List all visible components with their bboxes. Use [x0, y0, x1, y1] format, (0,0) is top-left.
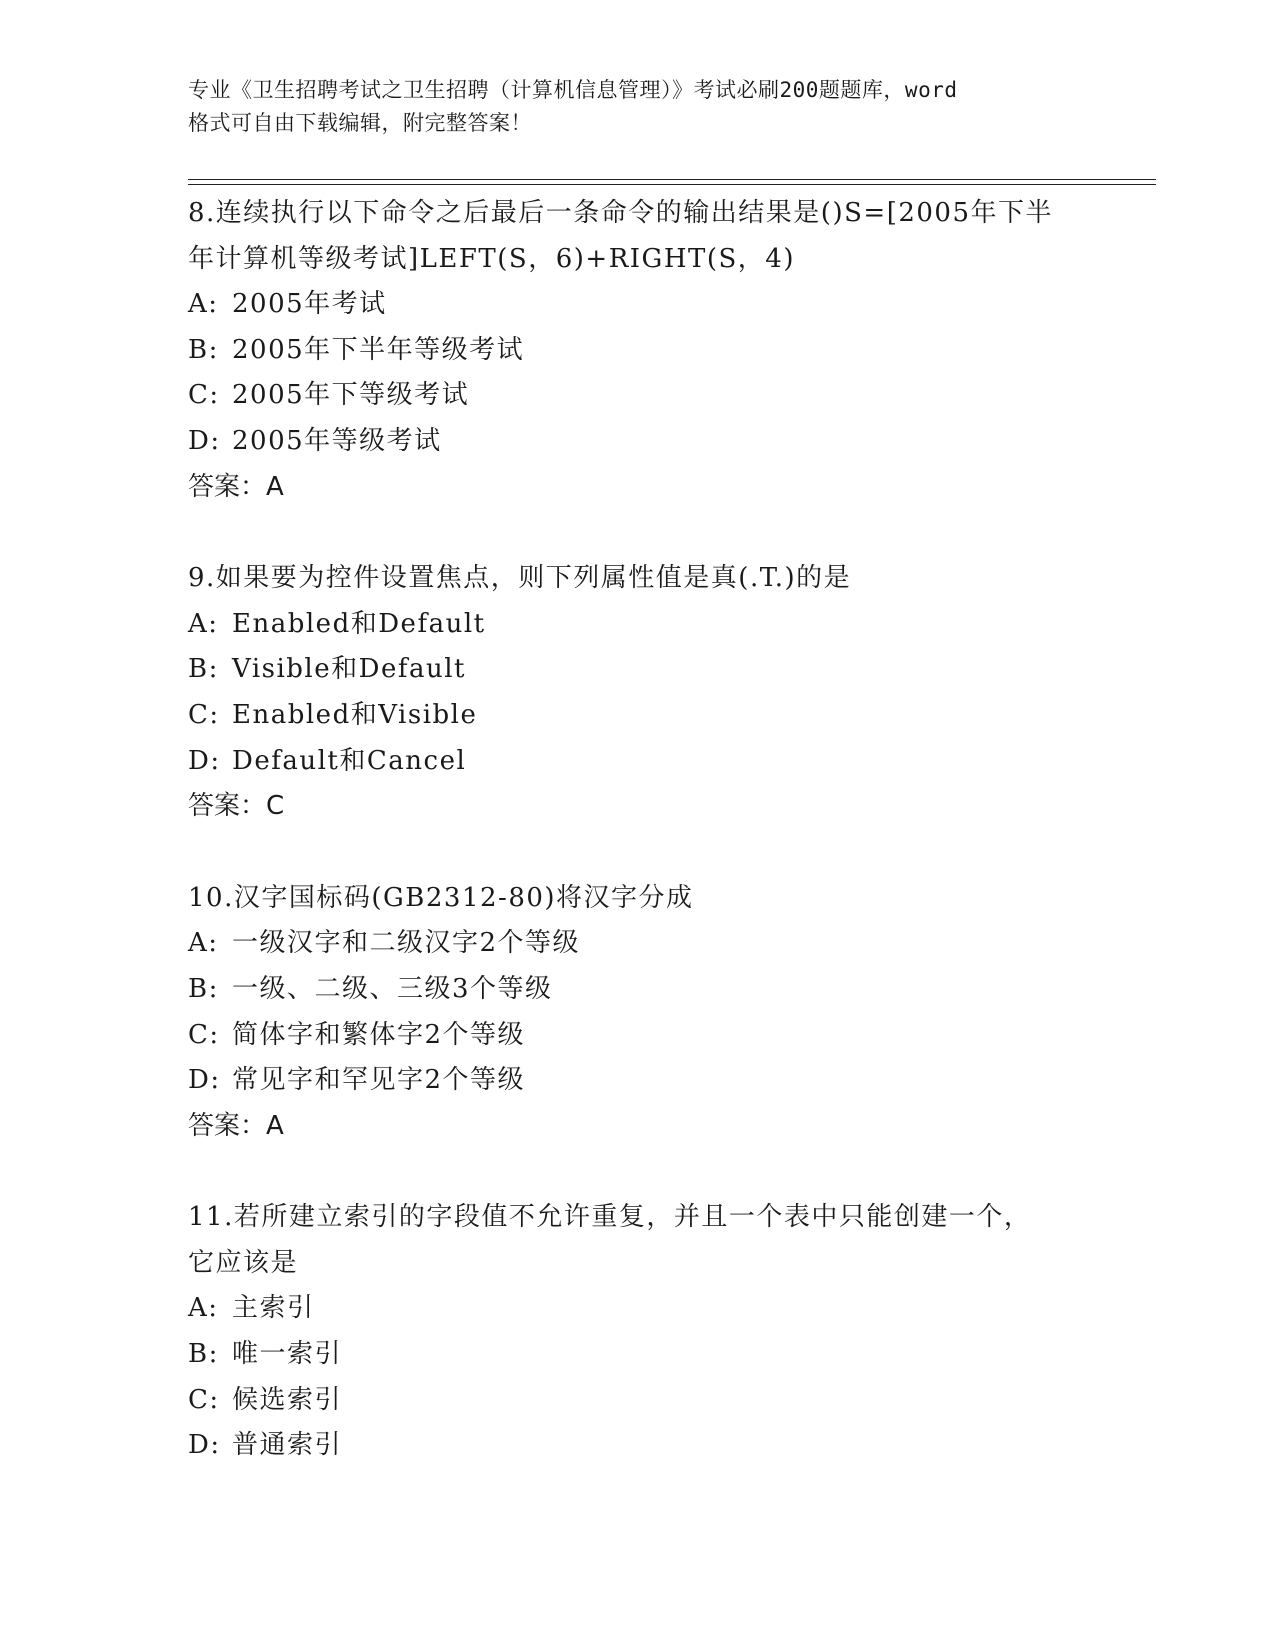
question-8 [188, 191, 1108, 510]
question-8-stem-line-1: 8.连续执行以下命令之后最后一条命令的输出结果是()S=[2005年下半 [188, 198, 1054, 228]
option-letter: D: [188, 1430, 221, 1461]
option-letter: C: [188, 380, 220, 411]
option-text: 2005年下等级考试 [232, 380, 470, 411]
question-8-option-a [188, 282, 1108, 328]
option-letter: D: [188, 745, 221, 776]
question-11-stem-line-2: 它应该是 [188, 1247, 299, 1278]
option-text: 一级、二级、三级3个等级 [232, 973, 553, 1004]
option-letter: A: [188, 1293, 219, 1324]
question-11-option-b [188, 1332, 1108, 1378]
option-text: Enabled和Default [232, 608, 486, 639]
option-text: 2005年考试 [232, 289, 387, 320]
question-9-option-c [188, 693, 1108, 739]
option-letter: A: [188, 928, 219, 959]
question-list [188, 191, 1108, 1515]
option-letter: B: [188, 1339, 219, 1370]
option-letter: C: [188, 1019, 220, 1050]
option-letter: C: [188, 699, 220, 730]
option-letter: D: [188, 425, 221, 456]
option-text: 一级汉字和二级汉字2个等级 [232, 928, 581, 959]
option-letter: A: [188, 289, 219, 320]
question-11-stem-line-1: 11.若所建立索引的字段值不允许重复，并且一个表中只能创建一个， [188, 1202, 1032, 1233]
question-11 [188, 1195, 1108, 1469]
option-text: 唯一索引 [232, 1339, 343, 1370]
question-8-option-d [188, 419, 1108, 465]
option-letter: D: [188, 1065, 221, 1096]
option-text: 2005年下半年等级考试 [232, 334, 525, 365]
question-10 [188, 876, 1108, 1150]
question-8-option-b [188, 328, 1108, 374]
question-11-option-d [188, 1423, 1108, 1469]
option-letter: B: [188, 654, 219, 685]
question-11-option-a [188, 1286, 1108, 1332]
question-10-option-b [188, 967, 1108, 1013]
question-10-answer: 答案：A [188, 1110, 284, 1141]
question-9-answer: 答案：C [188, 791, 285, 822]
question-10-stem-line-1: 10.汉字国标码(GB2312-80)将汉字分成 [188, 882, 694, 913]
question-11-option-c [188, 1378, 1108, 1424]
option-text: 普通索引 [232, 1430, 343, 1461]
header-divider-bottom [188, 184, 1156, 185]
option-letter: B: [188, 334, 219, 365]
header-line-2: 格式可自由下载编辑，附完整答案！ [188, 111, 532, 135]
option-text: Default和Cancel [232, 745, 467, 776]
option-text: Enabled和Visible [232, 699, 478, 730]
option-text: 常见字和罕见字2个等级 [232, 1065, 526, 1096]
option-letter: B: [188, 973, 219, 1004]
question-8-answer: 答案：A [188, 471, 284, 502]
question-10-option-a [188, 921, 1108, 967]
option-letter: C: [188, 1384, 220, 1415]
option-text: 简体字和繁体字2个等级 [232, 1019, 526, 1050]
question-9-option-a [188, 602, 1108, 648]
option-text: Visible和Default [232, 654, 467, 685]
question-10-option-c [188, 1013, 1108, 1059]
question-9-option-d [188, 739, 1108, 785]
header-divider-top [188, 179, 1156, 180]
option-text: 2005年等级考试 [232, 425, 442, 456]
option-text: 候选索引 [232, 1384, 343, 1415]
question-9-stem-line-1: 9.如果要为控件设置焦点，则下列属性值是真(.T.)的是 [188, 563, 852, 594]
option-letter: A: [188, 608, 219, 639]
question-10-option-d [188, 1058, 1108, 1104]
question-9 [188, 556, 1108, 830]
header-line-1: 专业《卫生招聘考试之卫生招聘（计算机信息管理）》考试必刷200题题库，word [188, 78, 958, 102]
question-8-option-c [188, 373, 1108, 419]
question-8-stem-line-2: 年计算机等级考试]LEFT(S，6)+RIGHT(S，4) [188, 243, 795, 274]
question-9-option-b [188, 647, 1108, 693]
document-header [188, 74, 1088, 140]
option-text: 主索引 [232, 1293, 315, 1324]
